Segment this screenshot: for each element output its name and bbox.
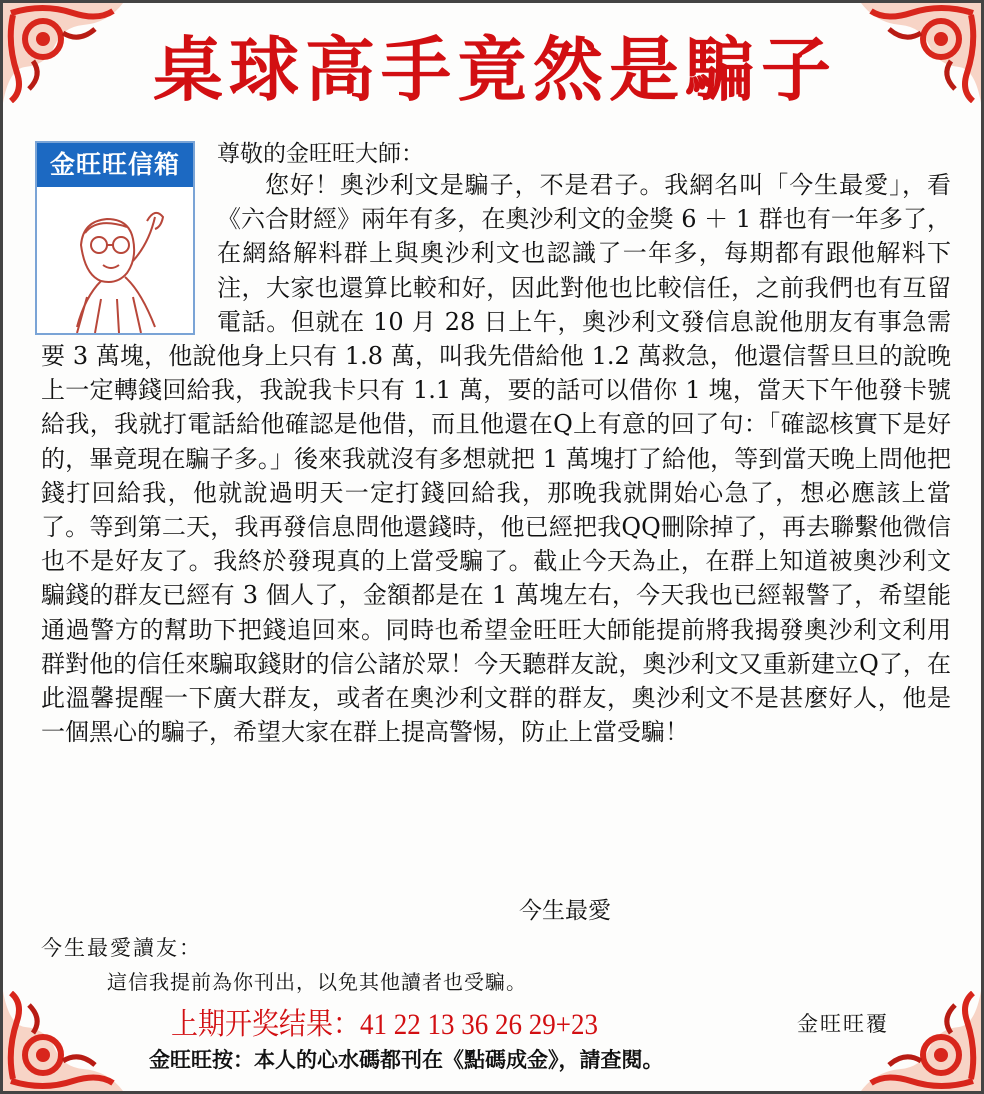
lottery-results: 上期开奖结果：41 22 13 36 26 29+23: [171, 1008, 598, 1041]
reply-addressee: 今生最愛讀友：: [41, 936, 202, 960]
letter-signature: 今生最愛: [519, 898, 611, 924]
corner-ornament-icon: [3, 991, 123, 1091]
corner-ornament-icon: [861, 991, 981, 1091]
column-title: 金旺旺信箱: [37, 143, 193, 187]
reply-text: 這信我提前為你刊出，以免其他讀者也受騙。: [107, 970, 527, 994]
letter-body: [41, 168, 951, 749]
logo-spacer: [41, 168, 217, 338]
reply-signature: 金旺旺覆: [797, 1012, 889, 1036]
editor-note: 金旺旺按：本人的心水碼都刊在《點碼成金》，請查閱。: [149, 1048, 664, 1072]
headline: 桌球高手竟然是騙子: [153, 29, 837, 111]
letter-text: 您好！奧沙利文是騙子，不是君子。我網名叫「今生最愛」，看《六合財經》兩年有多，在奧沙利文的金獎 6 ＋ 1 群也有一年多了，在網絡解料群上與奧沙利文也認識了一年多，每期都有跟他解料下注，大家也還算比較和好，因此對他也比較信任，之前我們也有互留電話。但就在 10 月 28 日上午，奧沙利文發信息說他朋友有事急需要 3 萬塊，他說他身上只有 1.8 萬，叫我先借給他 1.2 萬救急，他還信誓旦旦的說晚上一定轉錢回給我，我說我卡只有 1.1 萬，要的話可以借你 1 塊，當天下午他發卡號給我，我就打電話給他確認是他借，而且他還在Q上有意的回了句：「確認核實下是好的，畢竟現在騙子多。」後來我就沒有多想就把 1 萬塊打了給他，等到當天晚上問他把錢打回給我，他就說過明天一定打錢回給我，那晚我就開始心急了，想必應該上當了。等到第二天，我再發信息問他還錢時，他已經把我QQ刪除掉了，再去聯繫他微信也不是好友了。我終於發現真的上當受騙了。截止今天為止，在群上知道被奧沙利文騙錢的群友已經有 3 個人了，金額都是在 1 萬塊左右，今天我也已經報警了，希望能通過警方的幫助下把錢追回來。同時也希望金旺旺大師能提前將我揭發奧沙利文利用群對他的信任來騙取錢財的信公諸於眾！今天聽群友說，奧沙利文又重新建立Q了，在此溫馨提醒一下廣大群友，或者在奧沙利文群的群友，奧沙利文不是甚麼好人，他是一個黑心的騙子，希望大家在群上提高警惕，防止上當受騙！: [41, 171, 951, 747]
salutation: 尊敬的金旺旺大師：: [217, 141, 424, 167]
